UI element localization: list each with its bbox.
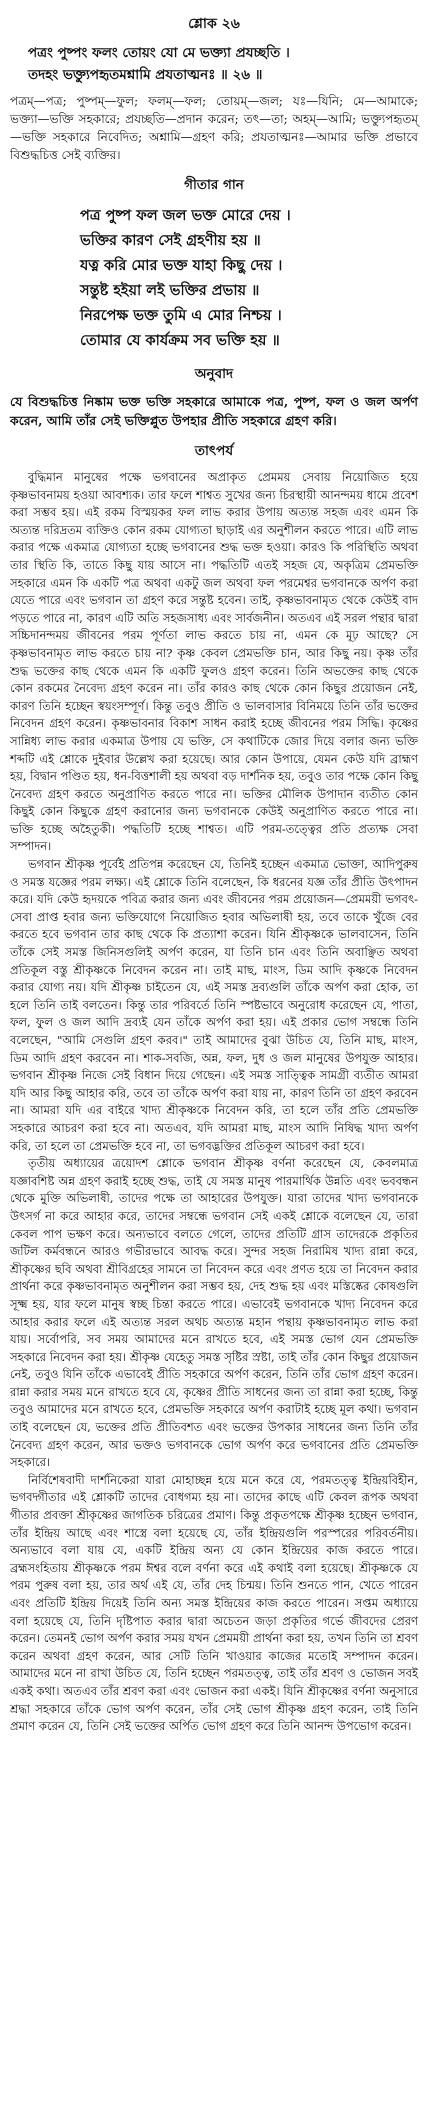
purport-paragraph: ভগবান শ্রীকৃষ্ণ পূর্বেই প্রতিপন্ন করেছেন যে, তিনিই হচ্ছেন একমাত্র ভোক্তা, আদিপুরুষ ও সমস্ত যজ্ঞের পরম লক্ষ্য। এই শ্লোকে তিনি বলেছেন, কি ধরনের যজ্ঞ তাঁর প্রীতি উৎপাদন করে। যদি কেউ হৃদয়কে পবিত্র করার জন্য এবং জীবনের পরম প্রয়োজন—প্রেমময়ী ভগবৎ-সেবা প্রাপ্ত হবার জন্য ভক্তিযোগে নিয়োজিত হবার অভিলাষী হয়, তবে তাকে খুঁজে বের করতে হবে ভগবান তার কাছ থেকে কি প্রত্যাশা করেন। যিনি শ্রীকৃষ্ণকে ভালবাসেন, তিনি তাঁকে সেই সমস্ত জিনিসগুলিই অর্পণ করেন, যা তিনি চান এবং তিনি অবাঞ্ছিত অথবা প্রতিকূল বস্তু শ্রীকৃষ্ণকে নিবেদন করেন না। তাই মাছ, মাংস, ডিম আদি কৃষ্ণকে নিবেদন করার যোগ্য নয়। যদি শ্রীকৃষ্ণ চাইতেন যে, এই সমস্ত দ্রব্যগুলি তাঁকে অর্পণ করা হোক, তা হলে তিনি তাই বলতেন। কিন্তু তার পরিবর্তে তিনি স্পষ্টভাবে অনুরোধ করেছেন যে, পাতা, ফল, ফুল ও জল আদি দ্রব্যই যেন তাঁকে অর্পণ করা হয়। এই প্রকার ভোগ সম্বন্ধে তিনি বলেছেন, "আমি সেগুলি গ্রহণ করব।" তাই আমাদের বুঝা উচিত যে, তিনি মাছ, মাংস, ডিম আদি গ্রহণ করবেন না। শাক-সবজি, অন্ন, ফল, দুধ ও জল মানুষের উপযুক্ত আহার। ভগবান শ্রীকৃষ্ণ নিজে সেই বিধান দিয়ে গেছেন। এই সমস্ত সাত্ত্বিক সামগ্রী ব্যতীত আমরা যদি আর কিছু আহার করি, তবে তা তাঁকে অর্পণ করা যায় না, কারণ তিনি তা গ্রহণ করবেন না। আমরা যদি এর বাইরে খাদ্য শ্রীকৃষ্ণকে নিবেদন করি, তা হলে তাঁর প্রতি প্রেমভক্তি সহকারে আচরণ করা হবে না। অতএব, যদি আমরা মাছ, মাংস আদি নিষিদ্ধ খাদ্য অর্পণ করি, তা হলে তা প্রেমভক্তি হবে না, তা ভগবদ্ভক্তির প্রতিকূল আচরণ করা হবে। [10,857,418,1153]
purport-paragraph: বুদ্ধিমান মানুষের পক্ষে ভগবানের অপ্রাকৃত প্রেমময় সেবায় নিয়োজিত হয়ে কৃষ্ণভাবনাময় হওয়া আবশ্যক। তার ফলে শাশ্বত সুখের জন্য চিরস্থায়ী আনন্দময় ধামে প্রবেশ করা সম্ভব হয়। এই রকম বিস্ময়কর ফল লাভ করার উপায় অত্যন্ত সহজ এবং এমন কি অত্যন্ত দরিদ্রতম ব্যক্তিও কোন রকম যোগ্যতা ছাড়াই এর অনুশীলন করতে পারে। এটি লাভ করার পক্ষে একমাত্র যোগ্যতা হচ্ছে ভগবানের শুদ্ধ ভক্ত হওয়া। কারও কি পরিস্থিতি অথবা তার স্থিতি কি, তাতে কিছু যায় আসে না। পদ্ধতিটি এতই সহজ যে, অকৃত্রিম প্রেমভক্তি সহকারে এমন কি একটি পত্র অথবা একটু জল অথবা ফল পরমেশ্বর ভগবানকে অর্পণ করা যেতে পারে এবং ভগবান তা গ্রহণ করে সন্তুষ্ট হবেন। তাই, কৃষ্ণভাবনামৃত থেকে কেউই বাদ পড়তে পারে না, কারণ এটি অতি সহজসাধ্য এবং সার্বজনীন। অতএব এই সরল পন্থার দ্বারা সচ্চিদানন্দময় জীবনের পরম পূর্ণতা লাভ করতে চায় না, এমন কে মূঢ় আছে? সে কৃষ্ণভাবনামৃত লাভ করতে চায় না? কৃষ্ণ কেবল প্রেমভক্তি চান, আর কিছু নয়। কৃষ্ণ তাঁর শুদ্ধ ভক্তের কাছ থেকে এমন কি একটি ফুলও গ্রহণ করেন। তিনি অভক্তের কাছ থেকে কোন রকমের নৈবেদ্য গ্রহণ করেন না। তাঁর কারও কাছ থেকে কোন কিছুর প্রয়োজন নেই, কারণ তিনি হচ্ছেন স্বয়ংসম্পূর্ণ। কিন্তু তবুও প্রীতি ও ভালবাসার বিনিময়ে তিনি তাঁর ভক্তের নিবেদন গ্রহণ করেন। কৃষ্ণভাবনার বিকাশ সাধন করাই হচ্ছে জীবনের পরম সিদ্ধি। কৃষ্ণের সান্নিধ্য লাভ করার একমাত্র উপায় যে ভক্তি, সে কথাটিকে জোর দিয়ে বলার জন্য ভক্তি শব্দটি এই শ্লোকে দুইবার উল্লেখ করা হয়েছে। আর কোন উপায়ে, যেমন কেউ যদি ব্রাহ্মণ হয়, বিদ্বান পণ্ডিত হয়, ধন-বিত্তশালী হয় অথবা বড় দার্শনিক হয়, তবুও তার পক্ষে কোন কিছু নৈবেদ্য গ্রহণ করতে অনুপ্রাণিত করতে পারে না। ভক্তির মৌলিক উপাদান ব্যতীত কোন কিছুই কোন কিছুকে গ্রহণ করানোর জন্য ভগবানকে কেউই অনুপ্রাণিত করতে পারে না। ভক্তি হচ্ছে অহৈতুকী। পদ্ধতিটি হচ্ছে শাশ্বত। এটি পরম-তত্ত্বের প্রতি প্রত্যক্ষ সেবা সম্পাদন। [10,470,418,854]
gita-gaan-line: তোমার যে কার্যক্রম সব ভক্তি হয় ॥ [80,332,280,349]
verse-line: পত্রং পুষ্পং ফলং তোয়ং যো মে ভক্ত্যা প্রযচ্ছতি । [28,45,290,61]
purport-heading: তাৎপর্য [194,443,234,459]
word-meanings: পত্রম্—পত্র; পুষ্পম্—ফুল; ফলম্—ফল; তোয়ম্—জল; যঃ—যিনি; মে—আমাকে; ভক্ত্যা—ভক্তি সহকারে; প্রযচ্ছতি—প্রদান করেন; তৎ—তা; অহম্—আমি; ভক্ত্যুপহৃতম্—ভক্তি সহকারে নিবেদিত; অশ্নামি—গ্রহণ করি; প্রযতাত্মনঃ—আমার ভক্তি প্রভাবে বিশুদ্ধচিত্ত সেই ব্যক্তির। [10,94,418,162]
verse-line: তদহং ভক্ত্যুপহৃতমশ্নামি প্রযতাত্মনঃ ॥ ২৬ ॥ [28,67,263,83]
purport-body [10,469,418,1736]
gita-gaan-heading: গীতার গান [184,177,244,193]
translation-text: যে বিশুদ্ধচিত্ত নিষ্কাম ভক্ত ভক্তি সহকারে আমাকে পত্র, পুষ্প, ফল ও জল অর্পণ করেন, আমি তাঁর সেই ভক্তিপ্লুত উপহার প্রীতি সহকারে গ্রহণ করি। [10,394,418,428]
gita-gaan-line: নিরপেক্ষ ভক্ত তুমি এ মোর নিশ্চয় । [80,307,282,324]
gita-gaan-verse [10,203,418,353]
purport-paragraph: নির্বিশেষবাদী দার্শনিকেরা যারা মোহাচ্ছন্ন হয়ে মনে করে যে, পরমতত্ত্ব ইন্দ্রিয়বিহীন, ভগবদ্গীতার এই শ্লোকটি তাদের বোধগম্য হয় না। তাদের কাছে এটি কেবল রূপক অথবা গীতার প্রবক্তা শ্রীকৃষ্ণের জাগতিক চরিত্রের প্রমাণ। কিন্তু প্রকৃতপক্ষে শ্রীকৃষ্ণ হচ্ছেন ভগবান, তাঁর ইন্দ্রিয় আছে এবং শাস্ত্রে বলা হয়েছে যে, তাঁর ইন্দ্রিয়গুলি পরস্পরের পরিবর্তনীয়। অন্যভাবে বলা যায় যে, একটি ইন্দ্রিয় অন্য যে কোন ইন্দ্রিয়ের কাজ করতে পারে। ব্রহ্মসংহিতায় শ্রীকৃষ্ণকে পরম ঈশ্বর বলে বর্ণনা করে এই কথাই বলা হয়েছে। শ্রীকৃষ্ণকে যে পরম পুরুষ বলা হয়, তার অর্থ এই যে, তাঁর দেহ চিন্ময়। তিনি শুনতে পান, খেতে পারেন এবং প্রতিটি ইন্দ্রিয় দিয়েই তিনি অন্য সমস্ত ইন্দ্রিয়ের কাজ করতে পারেন। সপ্তম অধ্যায়ে বলা হয়েছে যে, তিনি দৃষ্টিপাত করার দ্বারা অচেতন জড়া প্রকৃতির গর্ভে জীবদের প্রেরণ করেন। তেমনই ভোগ অর্পণ করার সময় যখন প্রেমময়ী প্রার্থনা করা হয়, তখন তিনি তা শ্রবণ করেন অথবা গ্রহণ করেন, আর সেটি তিনি খাওয়ার কাজের মতোই সম্পাদন করেন। আমাদের মনে না রাখা উচিত যে, তিনি হচ্ছেন পরমতত্ত্ব, তাই তাঁর শ্রবণ ও ভোজন সবই একই কথা। অতএব তাঁর শ্রবণ করা এবং ভোজন করা একই। যিনি শ্রীকৃষ্ণের বর্ণনা অনুসারে শ্রদ্ধা সহকারে তাঁকে ভোগ অর্পণ করেন, তাঁর সেই ভোগ শ্রীকৃষ্ণ গ্রহণ করেন, তাই তিনি প্রমাণ করেন যে, তিনি সেই ভক্তের অর্পিত ভোগ গ্রহণ করে তিনি আনন্দ উপভোগ করেন। [10,1472,418,1734]
sloka-heading: শ্লোক ২৬ [188,16,240,32]
sanskrit-verse [10,42,418,86]
gita-gaan-line: ভক্তির কারণ সেই গ্রহণীয় হয় ॥ [80,232,261,249]
gita-gaan-line: সন্তুষ্ট হইয়া লই ভক্তির প্রভায় ॥ [80,282,260,299]
gita-gaan-line: পত্র পুষ্প ফল জল ভক্ত মোরে দেয় । [80,207,291,224]
purport-paragraph: তৃতীয় অধ্যায়ের ত্রয়োদশ শ্লোকে ভগবান শ্রীকৃষ্ণ বর্ণনা করেছেন যে, কেবলমাত্র যজ্ঞাবশিষ্ট অন্ন গ্রহণ করাই হচ্ছে শুদ্ধ, তাই যে সমস্ত মানুষ পারমার্থিক উন্নতি এবং ভববন্ধন থেকে মুক্তি অভিলাষী, তাদের পক্ষে তা আহারের উপযুক্ত। যারা তাদের খাদ্য ভগবানকে উৎসর্গ না করে আহার করে, তাদের সম্বন্ধে ভগবান সেই একই শ্লোকে বলেছেন যে, তারা কেবল পাপ ভক্ষণ করে। অন্যভাবে বলতে গেলে, তাদের প্রতিটি গ্রাস তাদেরকে প্রকৃতির জটিল কর্মবন্ধনে আরও গভীরভাবে আবদ্ধ করে। সুন্দর সহজ নিরামিষ খাদ্য রান্না করে, শ্রীকৃষ্ণের ছবি অথবা শ্রীবিগ্রহের সামনে তা নিবেদন করে এবং প্রণত হয়ে তা নিবেদন করার প্রার্থনা করে কৃষ্ণভাবনামৃত অনুশীলন করা সম্ভব হয়, দেহ শুদ্ধ হয় এবং মস্তিষ্কের কোষগুলি সূক্ষ্ম হয়, যার ফলে মানুষ স্বচ্ছ চিন্তা করতে পারে। এভাবেই ভগবানকে খাদ্য নিবেদন করে আহার করার ফলে এই অত্যন্ত সরল অথচ অত্যন্ত মহান পন্থায় কৃষ্ণভাবনামৃত লাভ করা যায়। সর্বোপরি, সব সময় আমাদের মনে রাখতে হবে, এই সমস্ত ভোগ যেন প্রেমভক্তি সহকারে নিবেদন করা হয়। শ্রীকৃষ্ণ যেহেতু সমস্ত সৃষ্টির স্রষ্টা, তাই তাঁর কোন কিছুর প্রয়োজন নেই, তবুও যিনি তাঁকে এভাবেই প্রীতি সহকারে অর্পণ করেন, তিনি তাঁর ভোগ গ্রহণ করেন। রান্না করার সময় মনে রাখতে হবে যে, কৃষ্ণের প্রীতি সাধনের জন্য তা রান্না করা হচ্ছে, কিন্তু তবুও আমাদের মনে রাখতে হবে, প্রেমভক্তি সহকারে অর্পণ করাটাই হচ্ছে মূল কথা। ভগবান তাই বলেছেন যে, ভক্তের প্রতি প্রীতিবশত এবং ভক্তের উপকার সাধনের জন্য তিনি তাঁর নৈবেদ্য গ্রহণ করেন, আর ভক্তও ভগবানকে ভোগ অর্পণ করে ভগবানের প্রতি প্রেমভক্তি সহকারে। [10,1156,418,1470]
gita-gaan-line: যত্ন করি মোর ভক্ত যাহা কিছু দেয় । [80,257,283,274]
translation-heading: অনুবাদ [194,366,234,382]
